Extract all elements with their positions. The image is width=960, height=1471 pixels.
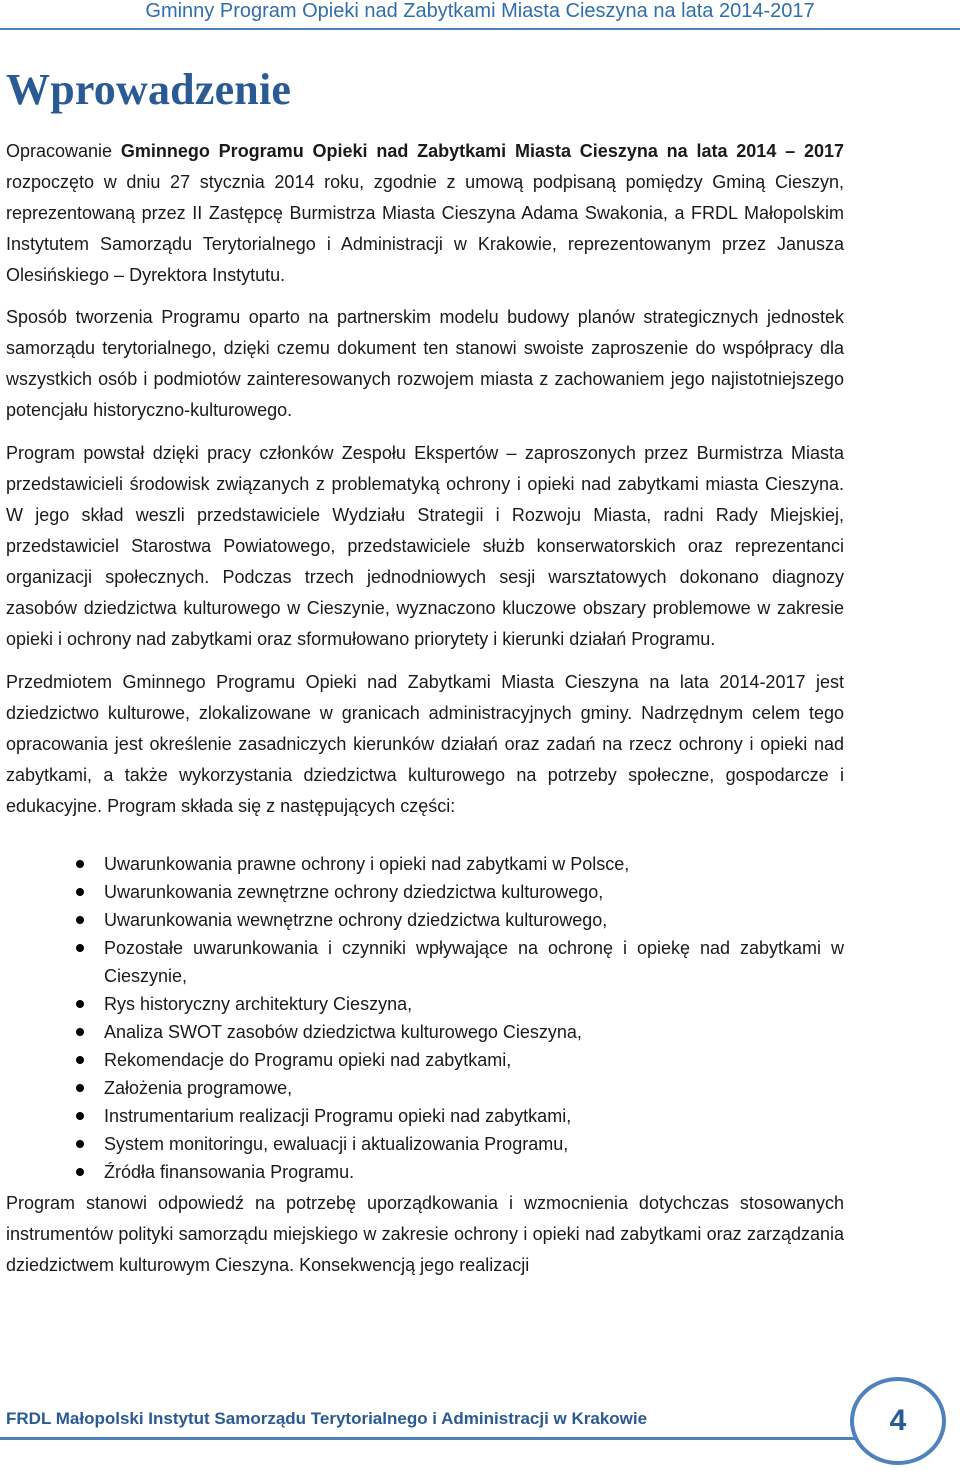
paragraph-subject: Przedmiotem Gminnego Programu Opieki nad Zabytkami Miasta Cieszyna na lata 2014-2017 jest dziedzictwo kulturowe, zlokalizowane w granicach administracyjnych gminy. Nadrzędnym celem tego opracowania jest określenie zasadniczych kierunków działań oraz zadań na rzecz ochrony i opieki nad zabytkami, a także wykorzystania dziedzictwa kulturowego na potrzeby społeczne, gospodarcze i edukacyjne. Program składa się z następujących części:	[6, 672, 844, 816]
document-body	[6, 136, 844, 1281]
bullet-icon	[76, 1056, 84, 1064]
header-divider	[0, 28, 960, 30]
list-item-text: System monitoringu, ewaluacji i aktualizowania Programu,	[104, 1134, 569, 1154]
list-item	[6, 878, 844, 906]
list-item-text: Uwarunkowania prawne ochrony i opieki nad zabytkami w Polsce,	[104, 854, 630, 874]
bullet-icon	[76, 1084, 84, 1092]
paragraph-method: Sposób tworzenia Programu oparto na partnerskim modelu budowy planów strategicznych jednostek samorządu terytorialnego, dzięki czemu dokument ten stanowi swoiste zaproszenie do współpracy dla wszystkich osób i podmiotów zainteresowanych rozwojem miasta z zachowaniem jego najistotniejszego potencjału historyczno-kulturowego.	[6, 307, 844, 420]
bullet-icon	[76, 1112, 84, 1120]
list-item-text: Analiza SWOT zasobów dziedzictwa kulturowego Cieszyna,	[104, 1022, 582, 1042]
list-item-text: Rekomendacje do Programu opieki nad zabytkami,	[104, 1050, 512, 1070]
list-item-text: Uwarunkowania wewnętrzne ochrony dziedzictwa kulturowego,	[104, 910, 608, 930]
intro-lead: Opracowanie	[6, 141, 121, 161]
paragraph-intro	[6, 136, 844, 291]
running-header: Gminny Program Opieki nad Zabytkami Miasta Cieszyna na lata 2014-2017	[145, 0, 815, 22]
list-item-text: Pozostałe uwarunkowania i czynniki wpływające na ochronę i opiekę nad zabytkami w Cieszynie,	[104, 938, 844, 986]
bullet-icon	[76, 1168, 84, 1176]
program-name-bold: Gminnego Programu Opieki nad Zabytkami Miasta Cieszyna na lata 2014 – 2017	[120, 141, 844, 161]
list-item	[6, 906, 844, 934]
paragraph-experts: Program powstał dzięki pracy członków Zespołu Ekspertów – zaproszonych przez Burmistrza Miasta przedstawicieli środowisk związanych z problematyką ochrony i opieki nad zabytkami miasta Cieszyna. W jego skład weszli przedstawiciele Wydziału Strategii i Rozwoju Miasta, radni Rady Miejskiej, przedstawiciel Starostwa Powiatowego, przedstawiciele służb konserwatorskich oraz reprezentanci organizacji społecznych. Podczas trzech jednodniowych sesji warsztatowych dokonano diagnozy zasobów dziedzictwa kulturowego w Cieszynie, wyznaczono kluczowe obszary problemowe w zakresie opieki i ochrony nad zabytkami oraz sformułowano priorytety i kierunki działań Programu.	[6, 443, 844, 649]
list-item-text: Instrumentarium realizacji Programu opieki nad zabytkami,	[104, 1106, 572, 1126]
intro-rest: rozpoczęto w dniu 27 stycznia 2014 roku, zgodnie z umową podpisaną pomiędzy Gminą Cieszyn, reprezentowaną przez II Zastępcę Burmistrza Miasta Cieszyna Adama Swakonia, a FRDL Małopolskim Instytutem Samorządu Terytorialnego i Administracji w Krakowie, reprezentowanym przez Janusza Olesińskiego – Dyrektora Instytutu.	[6, 172, 844, 285]
list-item	[6, 1046, 844, 1074]
bullet-icon	[76, 888, 84, 896]
list-item-text: Założenia programowe,	[104, 1078, 293, 1098]
footer-institution: FRDL Małopolski Instytut Samorządu Terytorialnego i Administracji w Krakowie	[6, 1409, 648, 1428]
list-item	[6, 1074, 844, 1102]
program-parts-list	[6, 850, 844, 1186]
section-title: Wprowadzenie	[6, 65, 292, 114]
bullet-icon	[76, 1140, 84, 1148]
list-item	[6, 1130, 844, 1158]
list-item	[6, 1018, 844, 1046]
list-item-text: Rys historyczny architektury Cieszyna,	[104, 994, 413, 1014]
list-item	[6, 934, 844, 990]
list-item	[6, 850, 844, 878]
list-item-text: Uwarunkowania zewnętrzne ochrony dziedzictwa kulturowego,	[104, 882, 604, 902]
list-item	[6, 990, 844, 1018]
bullet-icon	[76, 1028, 84, 1036]
bullet-icon	[76, 1000, 84, 1008]
bullet-icon	[76, 916, 84, 924]
bullet-icon	[76, 860, 84, 868]
footer-divider	[0, 1437, 860, 1440]
list-item	[6, 1102, 844, 1130]
page-number: 4	[889, 1404, 907, 1437]
bullet-icon	[76, 944, 84, 952]
paragraph-conclusion: Program stanowi odpowiedź na potrzebę uporządkowania i wzmocnienia dotychczas stosowanych instrumentów polityki samorządu miejskiego w zakresie ochrony i opieki nad zabytkami oraz zarządzania dziedzictwem kulturowym Cieszyna. Konsekwencją jego realizacji	[6, 1193, 844, 1275]
list-item	[6, 1158, 844, 1186]
list-item-text: Źródła finansowania Programu.	[104, 1162, 355, 1182]
page-number-badge	[850, 1377, 946, 1465]
